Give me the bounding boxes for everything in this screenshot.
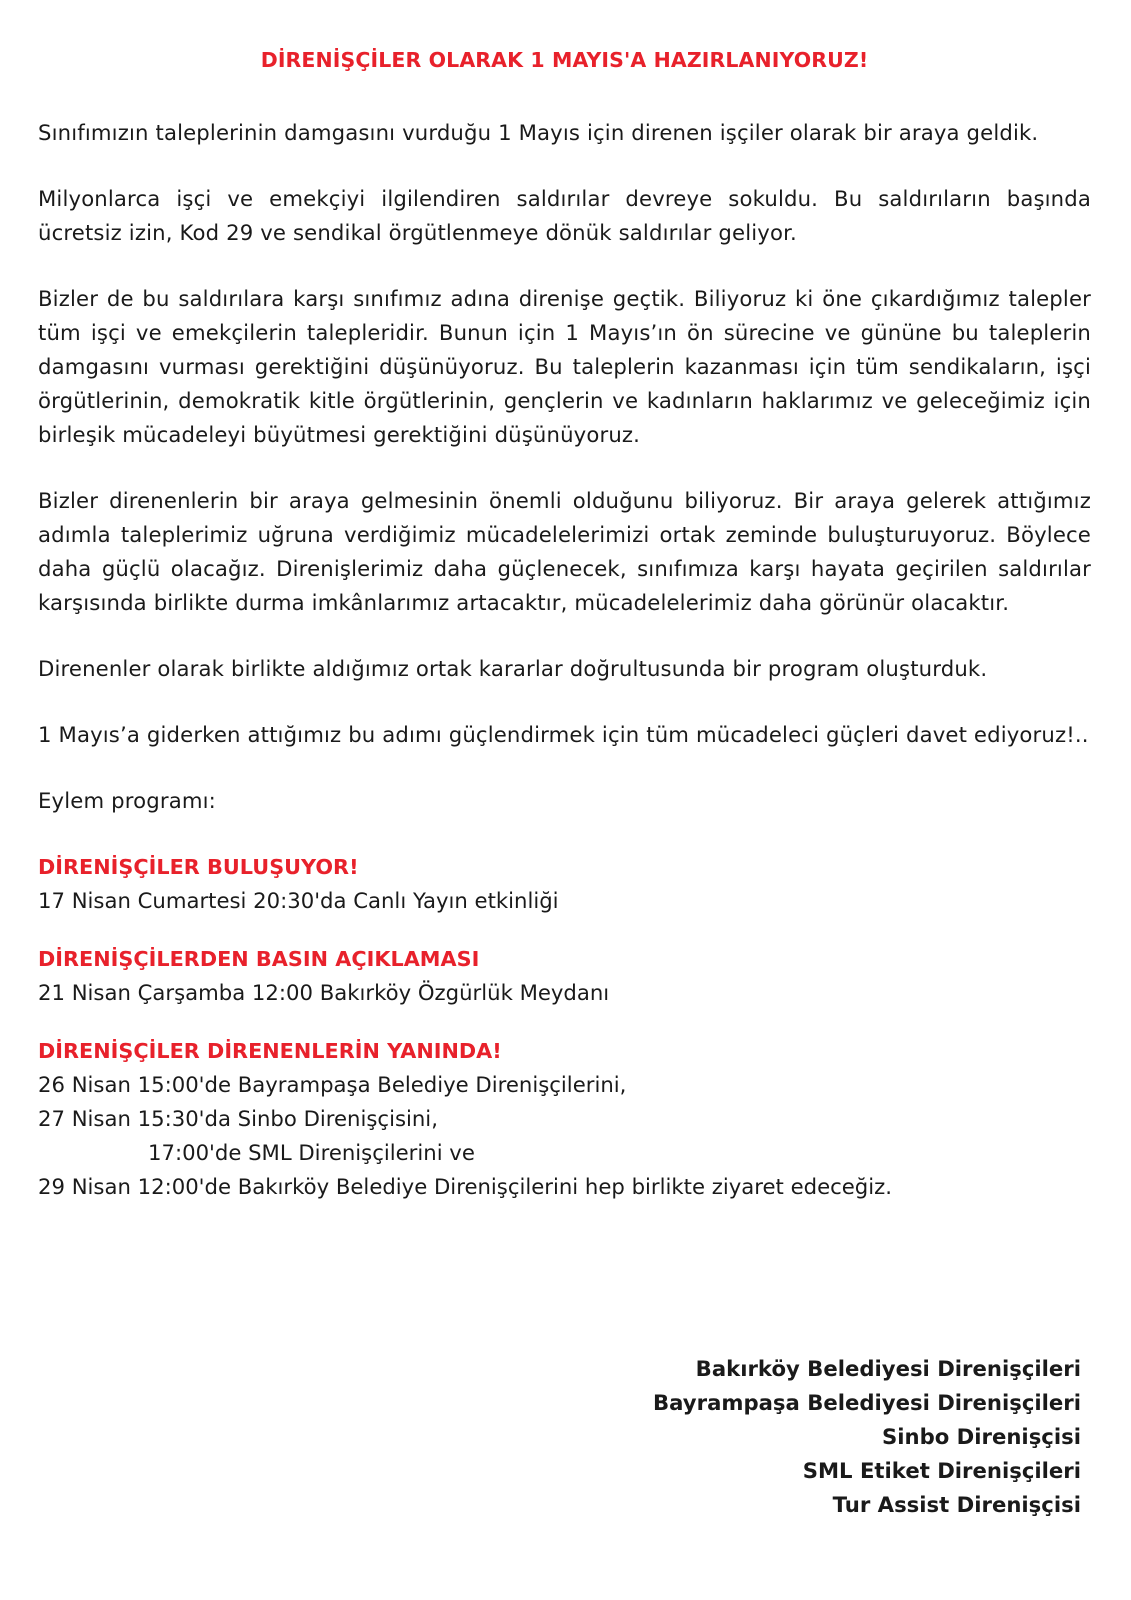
signature-line: Bayrampaşa Belediyesi Direnişçileri [653,1390,1081,1415]
event-detail: 17:00'de SML Direnişçilerini ve [148,1140,475,1165]
event-title: DİRENİŞÇİLERDEN BASIN AÇIKLAMASI [38,947,480,971]
event-detail: 26 Nisan 15:00'de Bayrampaşa Belediye Direnişçilerini, [38,1072,627,1097]
event-detail: 29 Nisan 12:00'de Bakırköy Belediye Direnişçilerini hep birlikte ziyaret edeceğiz. [38,1174,892,1199]
event-press-release [38,942,1091,1010]
event-visits [38,1034,1091,1204]
event-title: DİRENİŞÇİLER DİRENENLERİN YANINDA! [38,1039,502,1063]
page-title: DİRENİŞÇİLER OLARAK 1 MAYIS'A HAZIRLANIYORUZ! [260,48,869,72]
signature-line: SML Etiket Direnişçileri [802,1458,1081,1483]
paragraph-attacks: Milyonlarca işçi ve emekçiyi ilgilendiren saldırılar devreye sokuldu. Bu saldırıların başında ücretsiz izin, Kod 29 ve sendikal örgütlenmeye dönük saldırılar geliyor. [38,186,1091,245]
signature-block [653,1352,1081,1522]
program-heading: Eylem programı: [38,788,216,813]
event-detail: 17 Nisan Cumartesi 20:30'da Canlı Yayın etkinliği [38,888,559,913]
signature-line: Bakırköy Belediyesi Direnişçileri [695,1356,1081,1381]
paragraph-unity: Bizler direnenlerin bir araya gelmesinin önemli olduğunu biliyoruz. Bir araya gelerek attığımız adımla taleplerimiz uğruna verdiğimiz mücadelelerimizi ortak zeminde buluşturuyoruz. Böylece daha güçlü olacağız. Direnişlerimiz daha güçlenecek, sınıfımıza karşı hayata geçirilen saldırılar karşısında birlikte durma imkânlarımız artacaktır, mücadelelerimiz daha görünür olacaktır. [38,488,1091,615]
paragraph-resistance: Bizler de bu saldırılara karşı sınıfımız adına direnişe geçtik. Biliyoruz ki öne çıkardığımız talepler tüm işçi ve emekçilerin talepleridir. Bunun için 1 Mayıs’ın ön sürecine ve gününe bu taleplerin damgasını vurması gerektiğini düşünüyoruz. Bu taleplerin kazanması için tüm sendikaların, işçi örgütlerinin, demokratik kitle örgütlerinin, gençlerin ve kadınların haklarımız ve geleceğimiz için birleşik mücadeleyi büyütmesi gerektiğini düşünüyoruz. [38,286,1091,447]
event-detail: 27 Nisan 15:30'da Sinbo Direnişçisini, [38,1106,438,1131]
event-title: DİRENİŞÇİLER BULUŞUYOR! [38,855,359,879]
paragraph-program: Direnenler olarak birlikte aldığımız ortak kararlar doğrultusunda bir program oluşturduk. [38,656,988,681]
paragraph-invitation: 1 Mayıs’a giderken attığımız bu adımı güçlendirmek için tüm mücadeleci güçleri davet ediyoruz!.. [38,722,1089,747]
signature-line: Sinbo Direnişçisi [881,1424,1081,1449]
event-detail: 21 Nisan Çarşamba 12:00 Bakırköy Özgürlük Meydanı [38,980,610,1005]
paragraph-intro: Sınıfımızın taleplerinin damgasını vurduğu 1 Mayıs için direnen işçiler olarak bir araya geldik. [38,120,1039,145]
event-meeting [38,850,1091,918]
signature-line: Tur Assist Direnişçisi [832,1492,1081,1517]
